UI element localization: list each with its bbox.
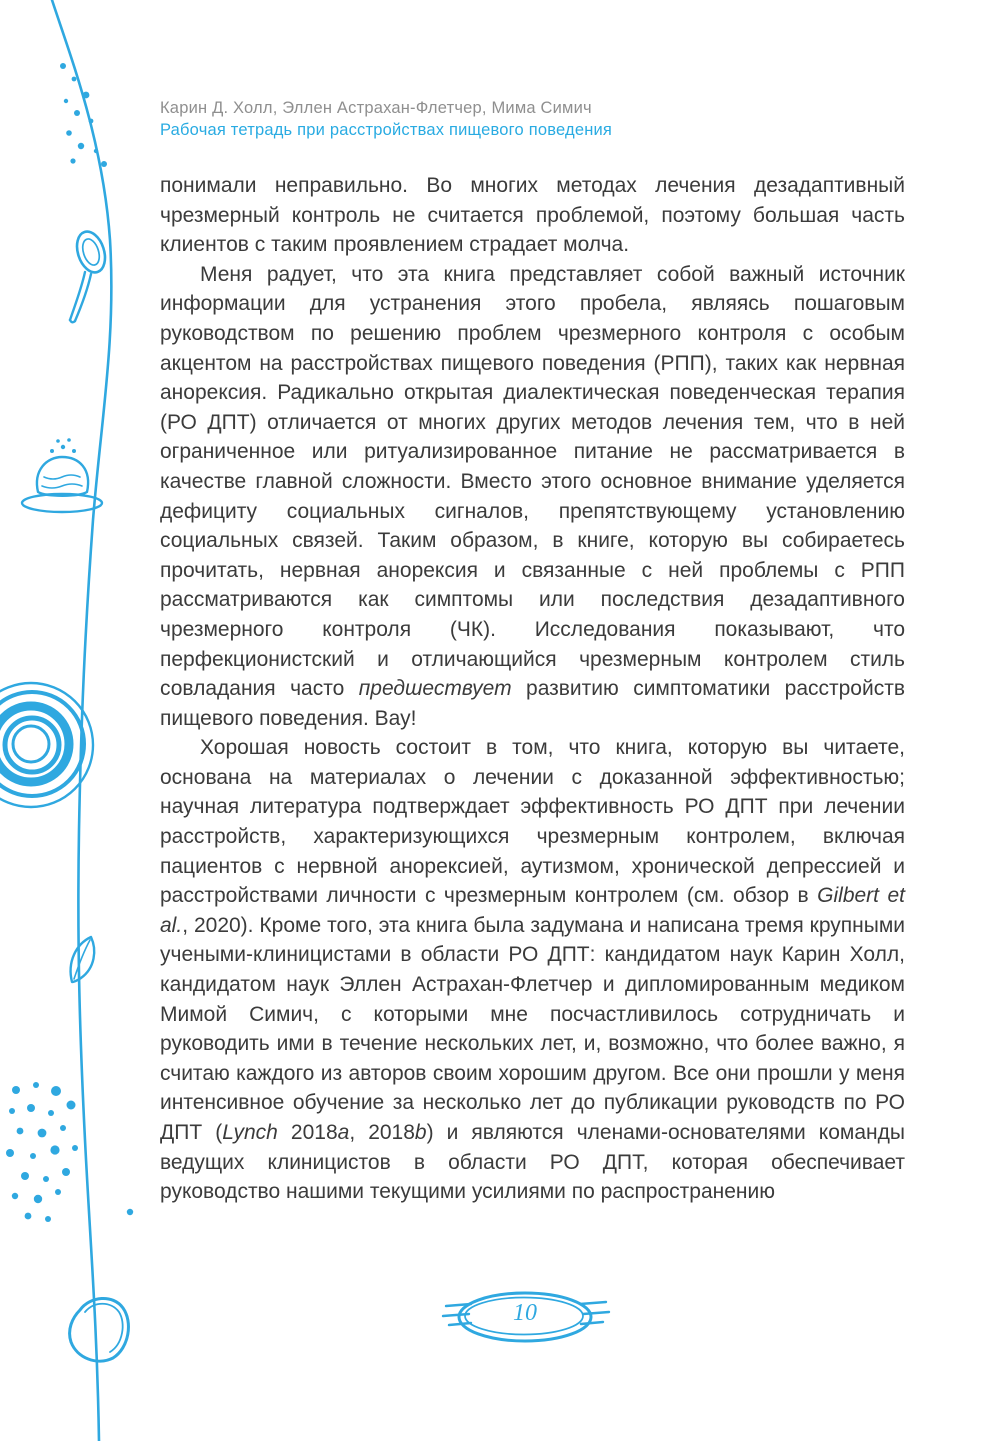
text-segment-italic: Gilbert et al. xyxy=(160,884,905,937)
dots-cluster-top-icon xyxy=(60,63,107,167)
authors-line: Карин Д. Холл, Эллен Астрахан-Флетчер, Мима Симич xyxy=(160,99,592,117)
leaf-doodle-icon xyxy=(71,937,95,982)
blob-doodle-icon xyxy=(70,1298,129,1361)
text-segment: развитию симптоматики расстройств пищевого поведения. Вау! xyxy=(160,677,905,730)
text-segment: Хорошая новость состоит в том, что книга, которую вы читаете, основана на материалах о лечении с доказанной эффективностью; научная литература подтверждает эффективность РО ДПТ при лечении расстройств, характеризующихся чрезмерным контролем, включая пациентов с нервной анорексией, аутизмом, хронической депрессией и расстройствами личности с чрезмерным контролем (см. обзор в xyxy=(160,736,905,908)
hand-drawn-curve-icon xyxy=(52,0,111,1441)
text-segment-italic: a xyxy=(337,1121,350,1144)
text-segment: 2018 xyxy=(277,1121,338,1144)
text-segment-italic: предшествует xyxy=(358,677,512,701)
text-segment: Меня радует, что эта книга представляет собой важный источник информации для устранения этого пробела, являясь пошаговым руководством по решению проблем чрезмерного контроля с особым акцентом на расстройствах пищевого поведения (РПП), таких как нервная анорексия. Радикально открытая диалектическая поведенческая терапия (РО ДПТ) отличается от многих других методов лечения тем, что в ней ограниченное или ритуализированное питание не рассматривается в качестве главной сложности. Вместо этого основное внимание уделяется дефициту социальных сигналов, препятствующему установлению социальных связей. Таким образом, в книге, которую вы собираетесь прочитать, нервная анорексия и связанные с ней проблемы с РПП рассматриваются как симптомы или последствия дезадаптивного чрезмерного контроля (ЧК). Исследования показывают, что перфекционистский и отличающийся чрезмерным контролем стиль совладания часто xyxy=(160,262,905,701)
text-segment: , 2020). Кроме того, эта книга была задумана и написана тремя крупными учеными-клиницистами в области РО ДПТ: кандидатом наук Карин Холл, кандидатом наук Эллен Астрахан-Флетчер и дипломированным медиком Мимой Симич, с которыми мне посчастливилось сотрудничать и руководить ими в течение нескольких лет, и, возможно, что более важно, я считаю каждого из авторов своим хорошим другом. Все они прошли у меня интенсивное обучение за несколько лет до публикации руководств по РО ДПТ ( xyxy=(160,913,905,1144)
text-segment-italic: Lynch xyxy=(222,1121,278,1144)
body-paragraphs xyxy=(160,171,905,1207)
text-segment: понимали неправильно. Во многих методах лечения дезадаптивный чрезмерный контроль не считается проблемой, поэтому большая часть клиентов с таким проявлением страдает молча. xyxy=(160,174,905,257)
page-header xyxy=(160,97,920,141)
cupcake-doodle-icon xyxy=(22,438,102,512)
page-number: 10 xyxy=(513,1300,537,1326)
spoon-doodle-icon xyxy=(70,228,110,322)
paragraph xyxy=(160,733,905,1207)
paragraph xyxy=(160,171,905,260)
text-segment: , 2018 xyxy=(349,1121,415,1144)
concentric-circles-doodle-icon xyxy=(0,683,93,807)
paragraph xyxy=(160,260,905,734)
book-title: Рабочая тетрадь при расстройствах пищевого поведения xyxy=(160,121,613,139)
text-segment: ) и являются членами-основателями команды ведущих клиницистов в области РО ДПТ, которая обеспечивает руководство нашими текущими усилиями по распространению xyxy=(160,1121,905,1204)
dots-cluster-bottom-icon xyxy=(6,1082,133,1222)
text-segment-italic: b xyxy=(414,1121,427,1144)
